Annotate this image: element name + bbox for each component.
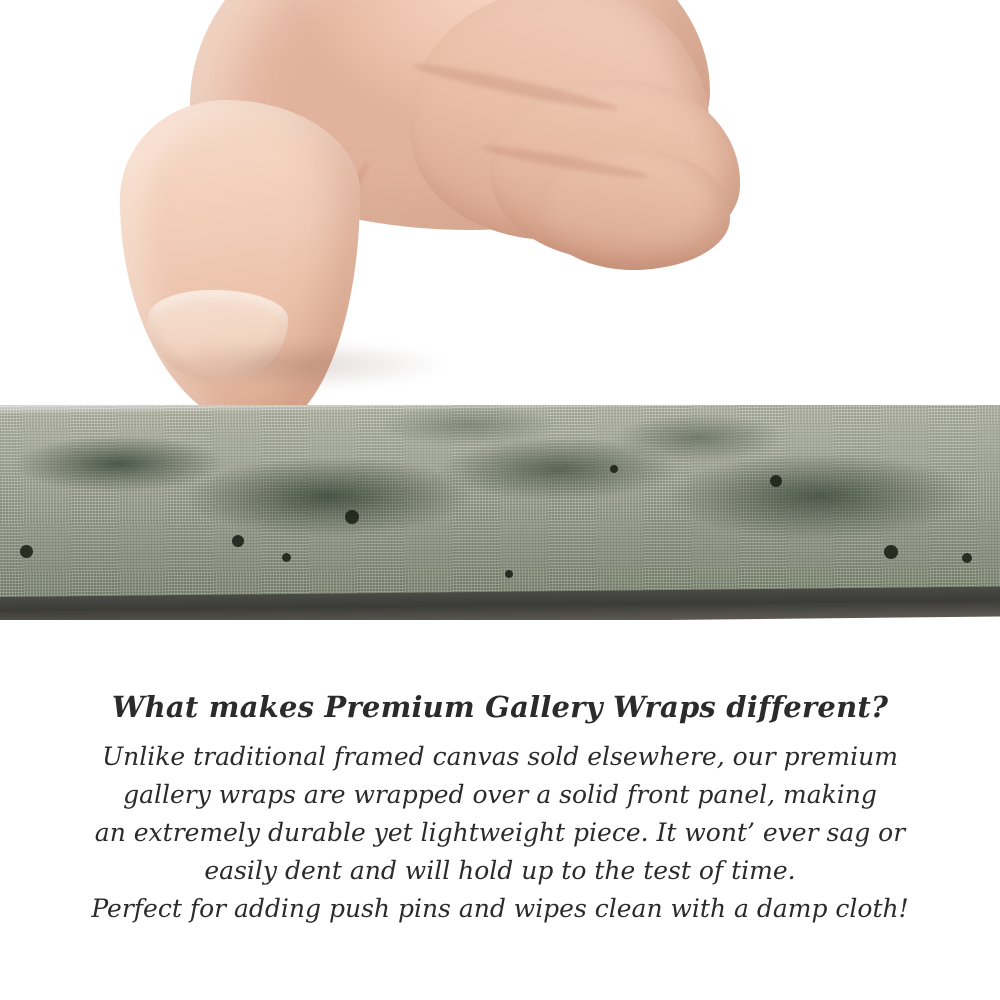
paint-speck: [610, 465, 618, 473]
caption-line: gallery wraps are wrapped over a solid front panel, making: [123, 780, 877, 809]
canvas-printed-surface: [0, 405, 1000, 617]
paint-speck: [282, 553, 291, 562]
canvas-wrap-edge: [0, 405, 1000, 620]
paint-speck: [962, 553, 972, 563]
caption-line: an extremely durable yet lightweight piece. It wont’ ever sag or: [94, 818, 906, 847]
paint-speck: [884, 545, 898, 559]
caption-line: Unlike traditional framed canvas sold elsewhere, our premium: [102, 742, 898, 771]
caption-block: [0, 690, 1000, 928]
paint-speck: [20, 545, 33, 558]
hand-shadow: [150, 340, 450, 390]
caption-heading: What makes Premium Gallery Wraps different?: [111, 690, 889, 724]
caption-line: Perfect for adding push pins and wipes clean with a damp cloth!: [91, 894, 909, 923]
caption-line: easily dent and will hold up to the test of time.: [204, 856, 796, 885]
paint-speck: [770, 475, 782, 487]
hand-photo: [110, 0, 730, 430]
paint-speck: [232, 535, 244, 547]
paint-speck: [505, 570, 513, 578]
paint-speck: [345, 510, 359, 524]
